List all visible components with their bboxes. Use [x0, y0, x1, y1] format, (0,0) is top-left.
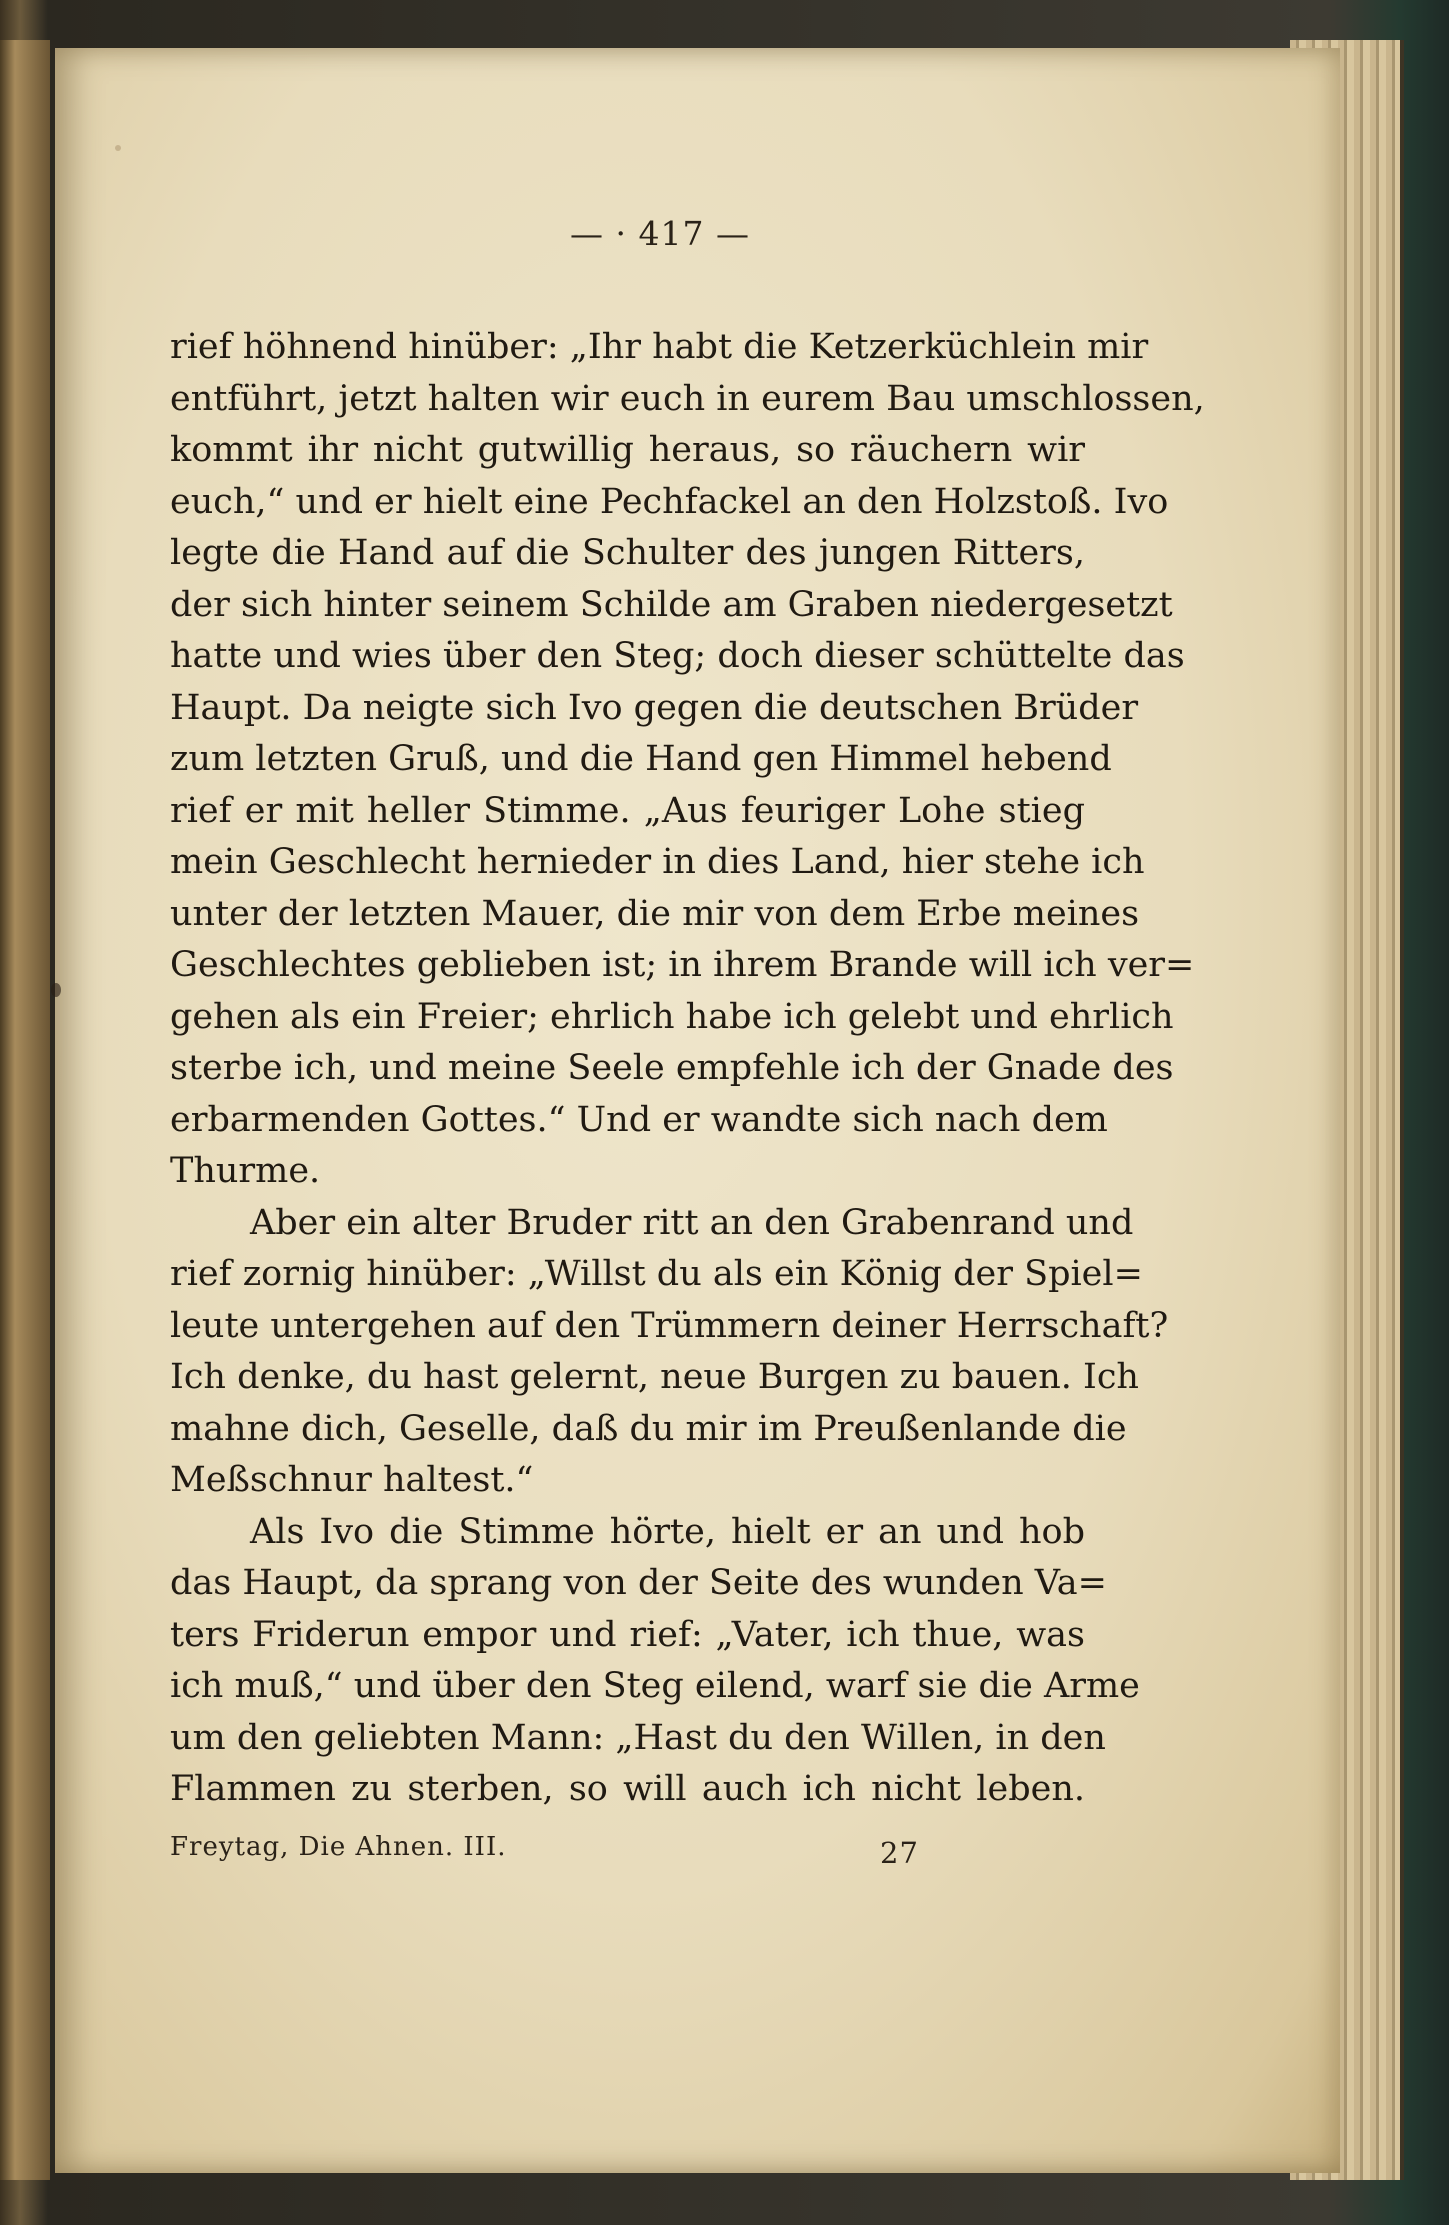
text-line: gehen als ein Freier; ehrlich habe ich gelebt und ehrlich: [170, 996, 1174, 1037]
text-line: Meßschnur haltest.“: [170, 1460, 534, 1500]
text-line: der sich hinter seinem Schilde am Graben niedergesetzt: [170, 584, 1173, 625]
page-footer: [170, 1832, 930, 1870]
text-line: das Haupt, da sprang von der Seite des wunden Va=: [170, 1563, 1108, 1603]
text-line: hatte und wies über den Steg; doch dieser schüttelte das: [170, 636, 1185, 676]
text-line: entführt, jetzt halten wir euch in eurem Bau umschlossen,: [170, 378, 1205, 419]
text-line: um den geliebten Mann: „Hast du den Willen, in den: [170, 1717, 1106, 1758]
text-line: euch,“ und er hielt eine Pechfackel an den Holzstoß. Ivo: [170, 481, 1169, 522]
paper-spot: [51, 983, 61, 997]
signature-mark: 27: [880, 1836, 919, 1870]
text-line: rief höhnend hinüber: „Ihr habt die Ketzerküchlein mir: [170, 327, 1149, 367]
text-line: ters Friderun empor und rief: „Vater, ich thue, was: [170, 1614, 1085, 1655]
paper-spot: [115, 145, 121, 151]
text-line: Als Ivo die Stimme hörte, hielt er an und hob: [250, 1511, 1085, 1552]
text-line: sterbe ich, und meine Seele empfehle ich der Gnade des: [170, 1048, 1174, 1088]
text-line: mahne dich, Geselle, daß du mir im Preußenlande die: [170, 1408, 1127, 1449]
text-line: Haupt. Da neigte sich Ivo gegen die deutschen Brüder: [170, 687, 1139, 728]
body-text: [170, 322, 1205, 1816]
text-line: Flammen zu sterben, so will auch ich nicht leben.: [170, 1769, 1085, 1809]
text-line: rief zornig hinüber: „Willst du als ein König der Spiel=: [170, 1254, 1143, 1294]
text-line: Aber ein alter Bruder ritt an den Grabenrand und: [250, 1202, 1134, 1243]
text-line: leute untergehen auf den Trümmern deiner Herrschaft?: [170, 1305, 1169, 1346]
text-line: Ich denke, du hast gelernt, neue Burgen zu bauen. Ich: [170, 1357, 1139, 1397]
text-line: kommt ihr nicht gutwillig heraus, so räuchern wir: [170, 430, 1085, 470]
text-line: unter der letzten Mauer, die mir von dem Erbe meines: [170, 893, 1140, 934]
footer-title: Freytag, Die Ahnen. III.: [170, 1832, 507, 1862]
book-cover-edge: [0, 40, 50, 2180]
text-line: legte die Hand auf die Schulter des jungen Ritters,: [170, 533, 1085, 573]
text-line: zum letzten Gruß, und die Hand gen Himmel hebend: [170, 739, 1112, 779]
text-line: ich muß,“ und über den Steg eilend, warf sie die Arme: [170, 1666, 1140, 1706]
text-line: rief er mit heller Stimme. „Aus feuriger Lohe stieg: [170, 790, 1085, 831]
text-line: mein Geschlecht hernieder in dies Land, hier stehe ich: [170, 842, 1145, 882]
text-line: erbarmenden Gottes.“ Und er wandte sich nach dem: [170, 1099, 1108, 1140]
text-line: Geschlechtes geblieben ist; in ihrem Brande will ich ver=: [170, 945, 1195, 985]
text-line: Thurme.: [170, 1151, 321, 1191]
page-number: — · 417 —: [570, 214, 750, 253]
